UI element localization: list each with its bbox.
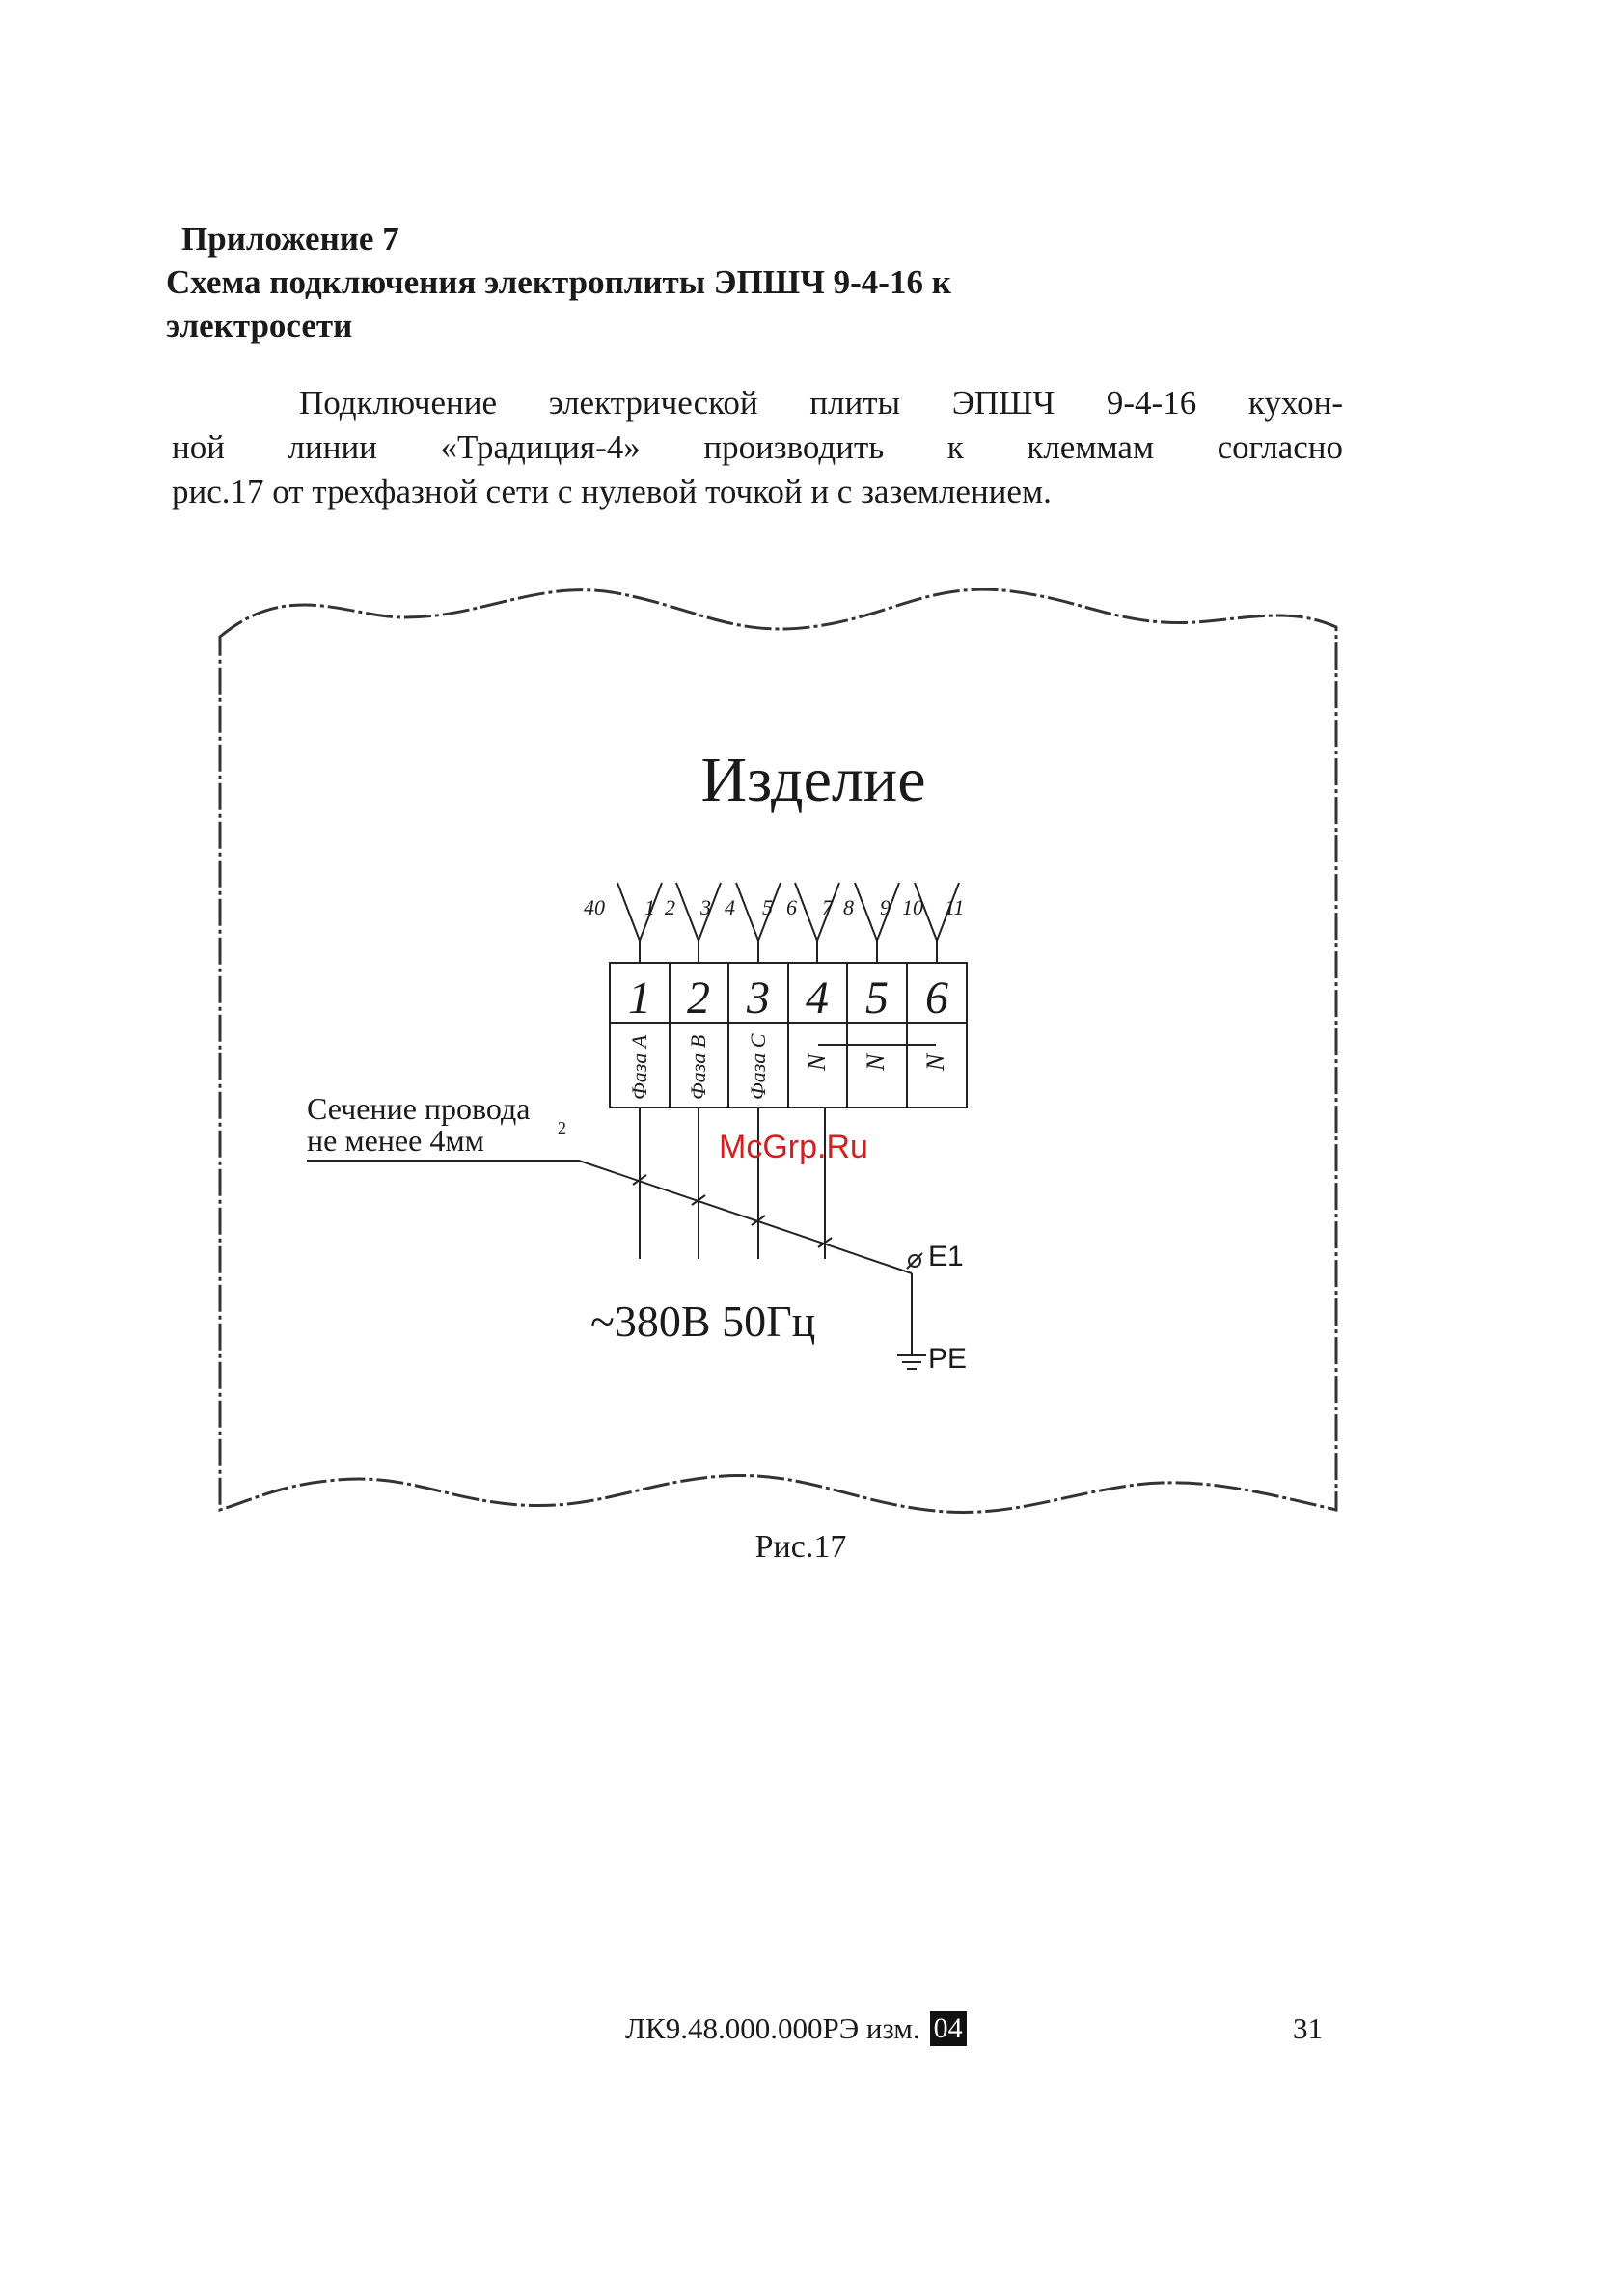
- protective-earth-label: PE: [928, 1343, 968, 1375]
- diagram-frame: [220, 589, 1336, 1512]
- document-code-text: ЛК9.48.000.000РЭ изм.: [625, 2011, 920, 2045]
- terminal-number-1: 1: [628, 972, 651, 1024]
- terminal-label-5: N: [862, 1053, 890, 1071]
- wire-number-3: 3: [700, 895, 711, 919]
- appendix-title-line1: Схема подключения электроплиты ЭПШЧ 9-4-16 к: [166, 263, 951, 301]
- wire-section-superscript: 2: [558, 1118, 566, 1137]
- terminal-number-2: 2: [687, 972, 710, 1024]
- revision-badge: 04: [930, 2011, 967, 2046]
- wire-number-40: 40: [584, 895, 605, 919]
- wire-number-10: 10: [902, 895, 923, 919]
- wire-number-8: 8: [843, 895, 854, 919]
- appendix-title-line2: электросети: [166, 307, 353, 344]
- terminal-label-4: N: [803, 1053, 831, 1071]
- wire-number-6: 6: [786, 895, 797, 919]
- wire-number-11: 11: [945, 895, 965, 919]
- product-label: Изделие: [700, 745, 926, 815]
- supply-voltage-label: ~380В 50Гц: [590, 1297, 816, 1346]
- wire-number-2: 2: [665, 895, 675, 919]
- terminal-number-6: 6: [925, 972, 948, 1024]
- terminal-label-2: Фаза B: [686, 1034, 710, 1100]
- wire-number-1: 1: [644, 895, 655, 919]
- paragraph-line2: ной линии «Традиция-4» производить к клеммам согласно: [172, 428, 1343, 466]
- terminal-number-5: 5: [865, 972, 889, 1024]
- appendix-number: Приложение 7: [181, 220, 399, 258]
- terminal-number-4: 4: [806, 972, 829, 1024]
- paragraph-line3: рис.17 от трехфазной сети с нулевой точкой и с заземлением.: [172, 473, 1052, 510]
- watermark: McGrp.Ru: [719, 1129, 868, 1165]
- wire-section-line1: Сечение провода: [307, 1091, 531, 1126]
- wire-section-line2: не менее 4мм: [307, 1123, 484, 1158]
- terminal-label-1: Фаза A: [627, 1034, 651, 1100]
- figure-caption: Рис.17: [754, 1529, 847, 1565]
- ground-terminal-label: E1: [928, 1241, 964, 1272]
- terminal-label-3: Фаза C: [746, 1033, 770, 1100]
- wire-number-5: 5: [762, 895, 773, 919]
- terminal-number-3: 3: [747, 972, 770, 1024]
- document-code: [625, 2011, 967, 2046]
- wire-number-9: 9: [880, 895, 891, 919]
- wire-number-7: 7: [822, 895, 833, 919]
- terminal-label-6: N: [921, 1053, 949, 1071]
- terminal-block: [610, 963, 967, 1107]
- paragraph-line1: Подключение электрической плиты ЭПШЧ 9-4-16 кухон-: [299, 384, 1343, 422]
- page-number: 31: [1293, 2011, 1323, 2045]
- wire-number-4: 4: [725, 895, 735, 919]
